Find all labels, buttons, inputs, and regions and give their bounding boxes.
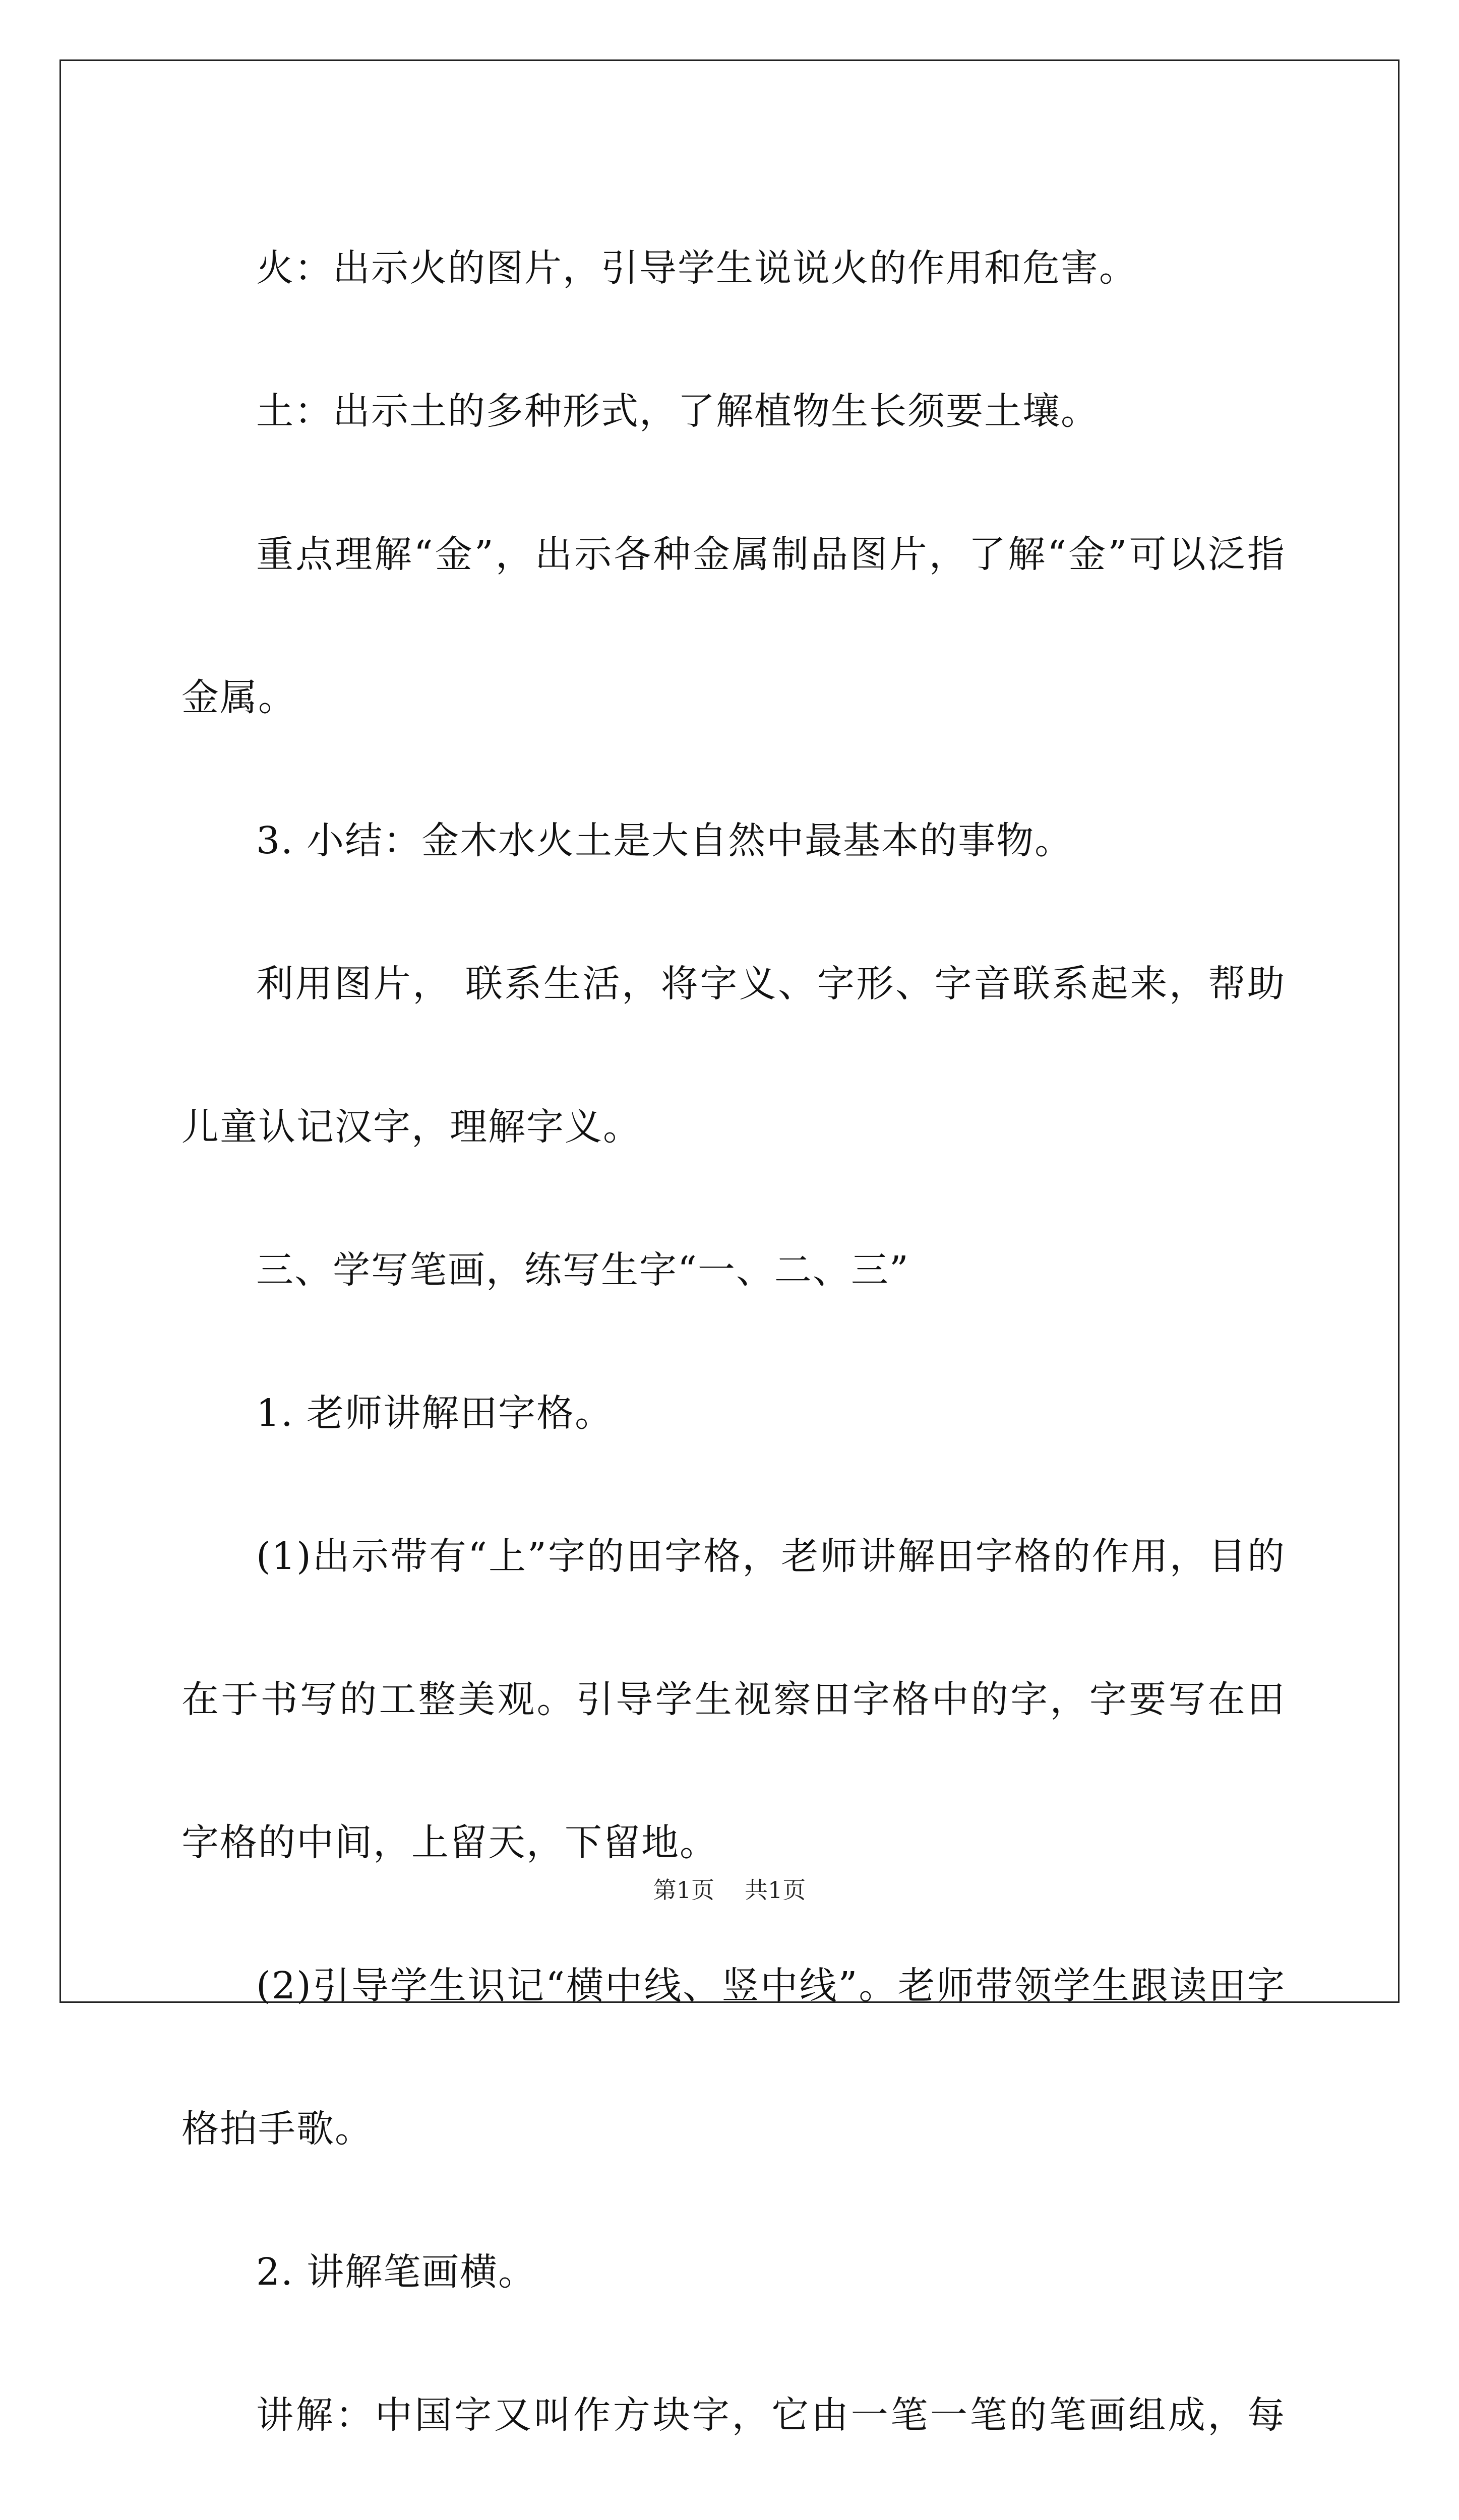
page-total: 共1页 xyxy=(745,1876,806,1904)
section-heading-strokes: 三、学写笔画，练写生字“一、二、三” xyxy=(256,1248,909,1292)
paragraph-grid-usage: (1)出示带有“上”字的田字格，老师讲解田字格的作用，目的在于书写的工整美观。引导学生视察田字格中的字，字要写在田字格的中间，上留天，下留地。 xyxy=(181,1535,1286,1864)
page-footer xyxy=(0,1875,1459,1905)
document-body xyxy=(181,197,1286,2520)
paragraph-earth: 土：出示土的多种形式，了解植物生长须要土壤。 xyxy=(256,390,1099,433)
paragraph-metal: 重点理解“金”，出示各种金属制品图片，了解“金”可以泛指金属。 xyxy=(181,533,1286,719)
paragraph-fire: 火：出示火的图片，引导学生说说火的作用和危害。 xyxy=(256,246,1137,290)
paragraph-explanation: 讲解：中国字又叫作方块字，它由一笔一笔的笔画组成，每 xyxy=(256,2393,1286,2437)
page-number: 第1页 xyxy=(653,1876,714,1904)
paragraph-grid-lines: (2)引导学生识记“横中线、竖中线”。老师带领学生跟读田字格拍手歌。 xyxy=(181,1964,1286,2151)
paragraph-pictures: 利用图片， 联系生活，将字义、字形、字音联系起来，帮助儿童认记汉字，理解字义。 xyxy=(181,962,1286,1149)
paragraph-grid-intro: 1. 老师讲解田字格。 xyxy=(256,1392,614,1435)
paragraph-summary: 3. 小结：金木水火土是大自然中最基本的事物。 xyxy=(256,819,1073,862)
paragraph-stroke-heng: 2. 讲解笔画横。 xyxy=(256,2250,537,2294)
